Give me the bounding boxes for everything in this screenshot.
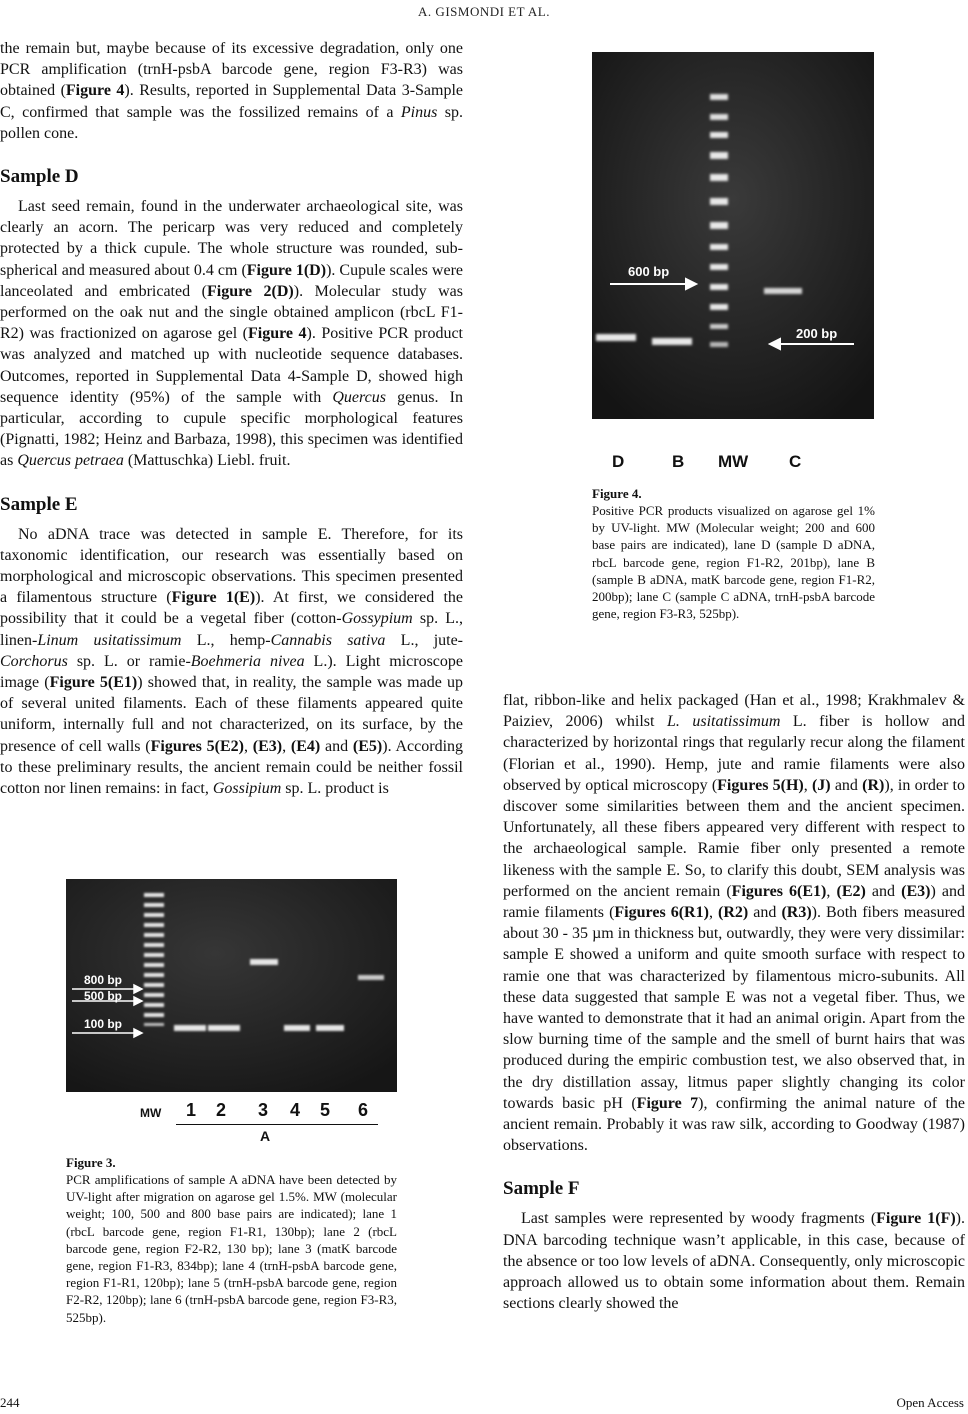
lane-group-line	[176, 1124, 378, 1125]
lane-label-2: 2	[216, 1100, 227, 1120]
marker-600bp: 600 bp	[628, 264, 670, 279]
lane-label-5: 5	[320, 1100, 331, 1120]
running-head: A. GISMONDI ET AL.	[418, 4, 550, 19]
left-column	[0, 38, 463, 799]
lane-group-label-a: A	[260, 1128, 271, 1144]
footer-publisher: Open Access	[896, 1395, 964, 1410]
figure-4-gel-svg	[592, 52, 874, 419]
marker-200bp: 200 bp	[796, 326, 838, 341]
figure-4-title: Figure 4.	[592, 486, 642, 501]
marker-100bp: 100 bp	[84, 1017, 123, 1031]
figure-3-caption-block	[66, 1155, 397, 1326]
marker-800bp: 800 bp	[84, 973, 123, 987]
lane-label-3: 3	[258, 1100, 269, 1120]
figure-4-caption: Positive PCR products visualized on agarose gel 1% by UV-light. MW (Molecular weight; 200 and 600 base pairs are indicated), lane D (sample D aDNA, rbcL barcode gene, region F1-R2, 201bp), lane B (sample B aDNA, matK barcode gene, region F1-R2, 200bp); lane C (sample C aDNA, trnH-psbA barcode gene, region F3-R3, 525bp).	[592, 503, 875, 622]
marker-500bp: 500 bp	[84, 989, 123, 1003]
paragraph-sample-e: No aDNA trace was detected in sample E. Therefore, for its taxonomic identification, our research was essentially based on morphological and microscopic observations. This specimen presented a filamentous structure (Figure 1(E)). At first, we considered the possibility that it could be a vegetal fiber (cotton-Gossypium sp. L., linen-Linum usitatissimum L., hemp-Cannabis sativa L., jute-Corchorus sp. L. or ramie-Boehmeria nivea L.). Light microscope image (Figure 5(E1)) showed that, in reality, the sample was made up of several united filaments. Each of these filaments appeared quite uniform, internally full and not characterized, on its surface, by the presence of cell walls (Figures 5(E2), (E3), (E4) and (E5)). According to these preliminary results, the ancient remain could be neither fossil cotton nor linen remains: in fact, Gossipium sp. L. product is	[0, 525, 464, 798]
figure-3-gel-image	[66, 879, 397, 1092]
figure-4-lane-labels	[592, 452, 874, 476]
right-column	[503, 690, 965, 1314]
figure-3-caption: PCR amplifications of sample A aDNA have been detected by UV-light after migration on agarose gel 1.5%. MW (molecular weight; 100, 500 and 800 base pairs are indicated); lane 1 (rbcL barcode gene, region F1-R1, 130bp); lane 2 (rbcL barcode gene, region F2-R2, 130 bp); lane 3 (matK barcode gene, region F1-R3, 834bp); lane 4 (trnH-psbA barcode gene, region F1-R1, 120bp); lane 5 (trnH-psbA barcode gene, region F2-R2, 120bp); lane 6 (trnH-psbA barcode gene, region F3-R3, 525bp).	[66, 1172, 397, 1325]
heading-sample-f: Sample F	[503, 1178, 580, 1200]
heading-sample-e: Sample E	[0, 493, 78, 515]
lane-label-1: 1	[186, 1100, 197, 1120]
figure-3-lane-labels	[66, 1100, 397, 1146]
paragraph-sample-d: Last seed remain, found in the underwater archaeological site, was clearly an acorn. The pericarp was very reduced and completely protected by a thick cupule. The whole structure was rounded, sub-spherical and measured about 0.4 cm (Figure 1(D)). Cupule scales were lanceolated and embricated (Figure 2(D)). Molecular study was performed on the oak nut and the single obtained amplicon (rbcL F1-R2) was fractionized on agarose gel (Figure 4). Positive PCR product was analyzed and matched up with nucleotide sequence databases. Outcomes, reported in Supplemental Data 4-Sample D, showed high sequence identity (95%) of the sample with Quercus genus. In particular, according to cupule specific morphological features (Pignatti, 1982; Heinz and Barbaza, 1998), this specimen was identified as Quercus petraea (Mattuschka) Liebl. fruit.	[0, 198, 464, 470]
figure-4-gel-image	[592, 52, 874, 419]
lane-label-4: 4	[290, 1100, 301, 1120]
paragraph-sample-c-end: the remain but, maybe because of its excessive degradation, only one PCR amplification (trnH-psbA barcode gene, region F3-R3) was obtained (Figure 4). Results, reported in Supplemental Data 3-Sample C, confirmed that sample was the fossilized remains of a Pinus sp. pollen cone.	[0, 40, 464, 142]
lane-label-d: D	[612, 452, 625, 471]
lane-label-c: C	[789, 452, 802, 471]
paragraph-sample-f: Last samples were represented by woody fragments (Figure 1(F)). DNA barcoding technique wasn’t applicable, in this case, because of the absence or too low levels of aDNA. Consequently, only microscopic approach allowed us to obtain some information about them. Remain sections clearly showed the	[503, 1210, 965, 1313]
lane-label-mw: MW	[718, 452, 749, 471]
lane-label-mw: MW	[140, 1106, 162, 1120]
page-number: 244	[0, 1395, 20, 1410]
lane-label-b: B	[672, 452, 685, 471]
figure-3-title: Figure 3.	[66, 1155, 116, 1170]
figure-4-caption-block	[592, 486, 875, 622]
lane-label-6: 6	[358, 1100, 369, 1120]
paragraph-fiber-comparison: flat, ribbon-like and helix packaged (Han et al., 1998; Krakhmalev & Paiziev, 2006) whilst L. usitatissimum L. fiber is hollow and characterized by horizontal rings that regularly recur along the filament (Florian et al., 1990). Hemp, jute and ramie filaments were also observed by optical microscopy (Figures 5(H), (J) and (R)), in order to discover some similarities between them and the ancient specimen. Unfortunately, all these fibers appeared very different with respect to the archaeological sample. Ramie fiber only presented a remote likeness with the sample E. So, to clarify this doubt, SEM analysis was performed on the ancient remain (Figures 6(E1), (E2) and (E3)) and ramie filaments (Figures 6(R1), (R2) and (R3)). Both fibers measured about 30 - 35 µm in thickness but, outwardly, they were very dissimilar: sample E showed a uniform and quite smooth surface with respect to ramie one that was characterized by filamentous micro-subunits. All these data suggested that sample E was not a vegetal fiber. Thus, we have wanted to demonstrate that it had an animal origin. Apart from the slow burning time of the sample and the smell of burnt hairs that was produced during the empiric combustion test, we also observed that, in the dry distillation assay, litmus paper slightly changing its color towards basic pH (Figure 7), confirming the animal nature of the ancient remain. Probably it was raw silk, according to Goodway (1987) observations.	[503, 692, 966, 1155]
heading-sample-d: Sample D	[0, 166, 79, 188]
